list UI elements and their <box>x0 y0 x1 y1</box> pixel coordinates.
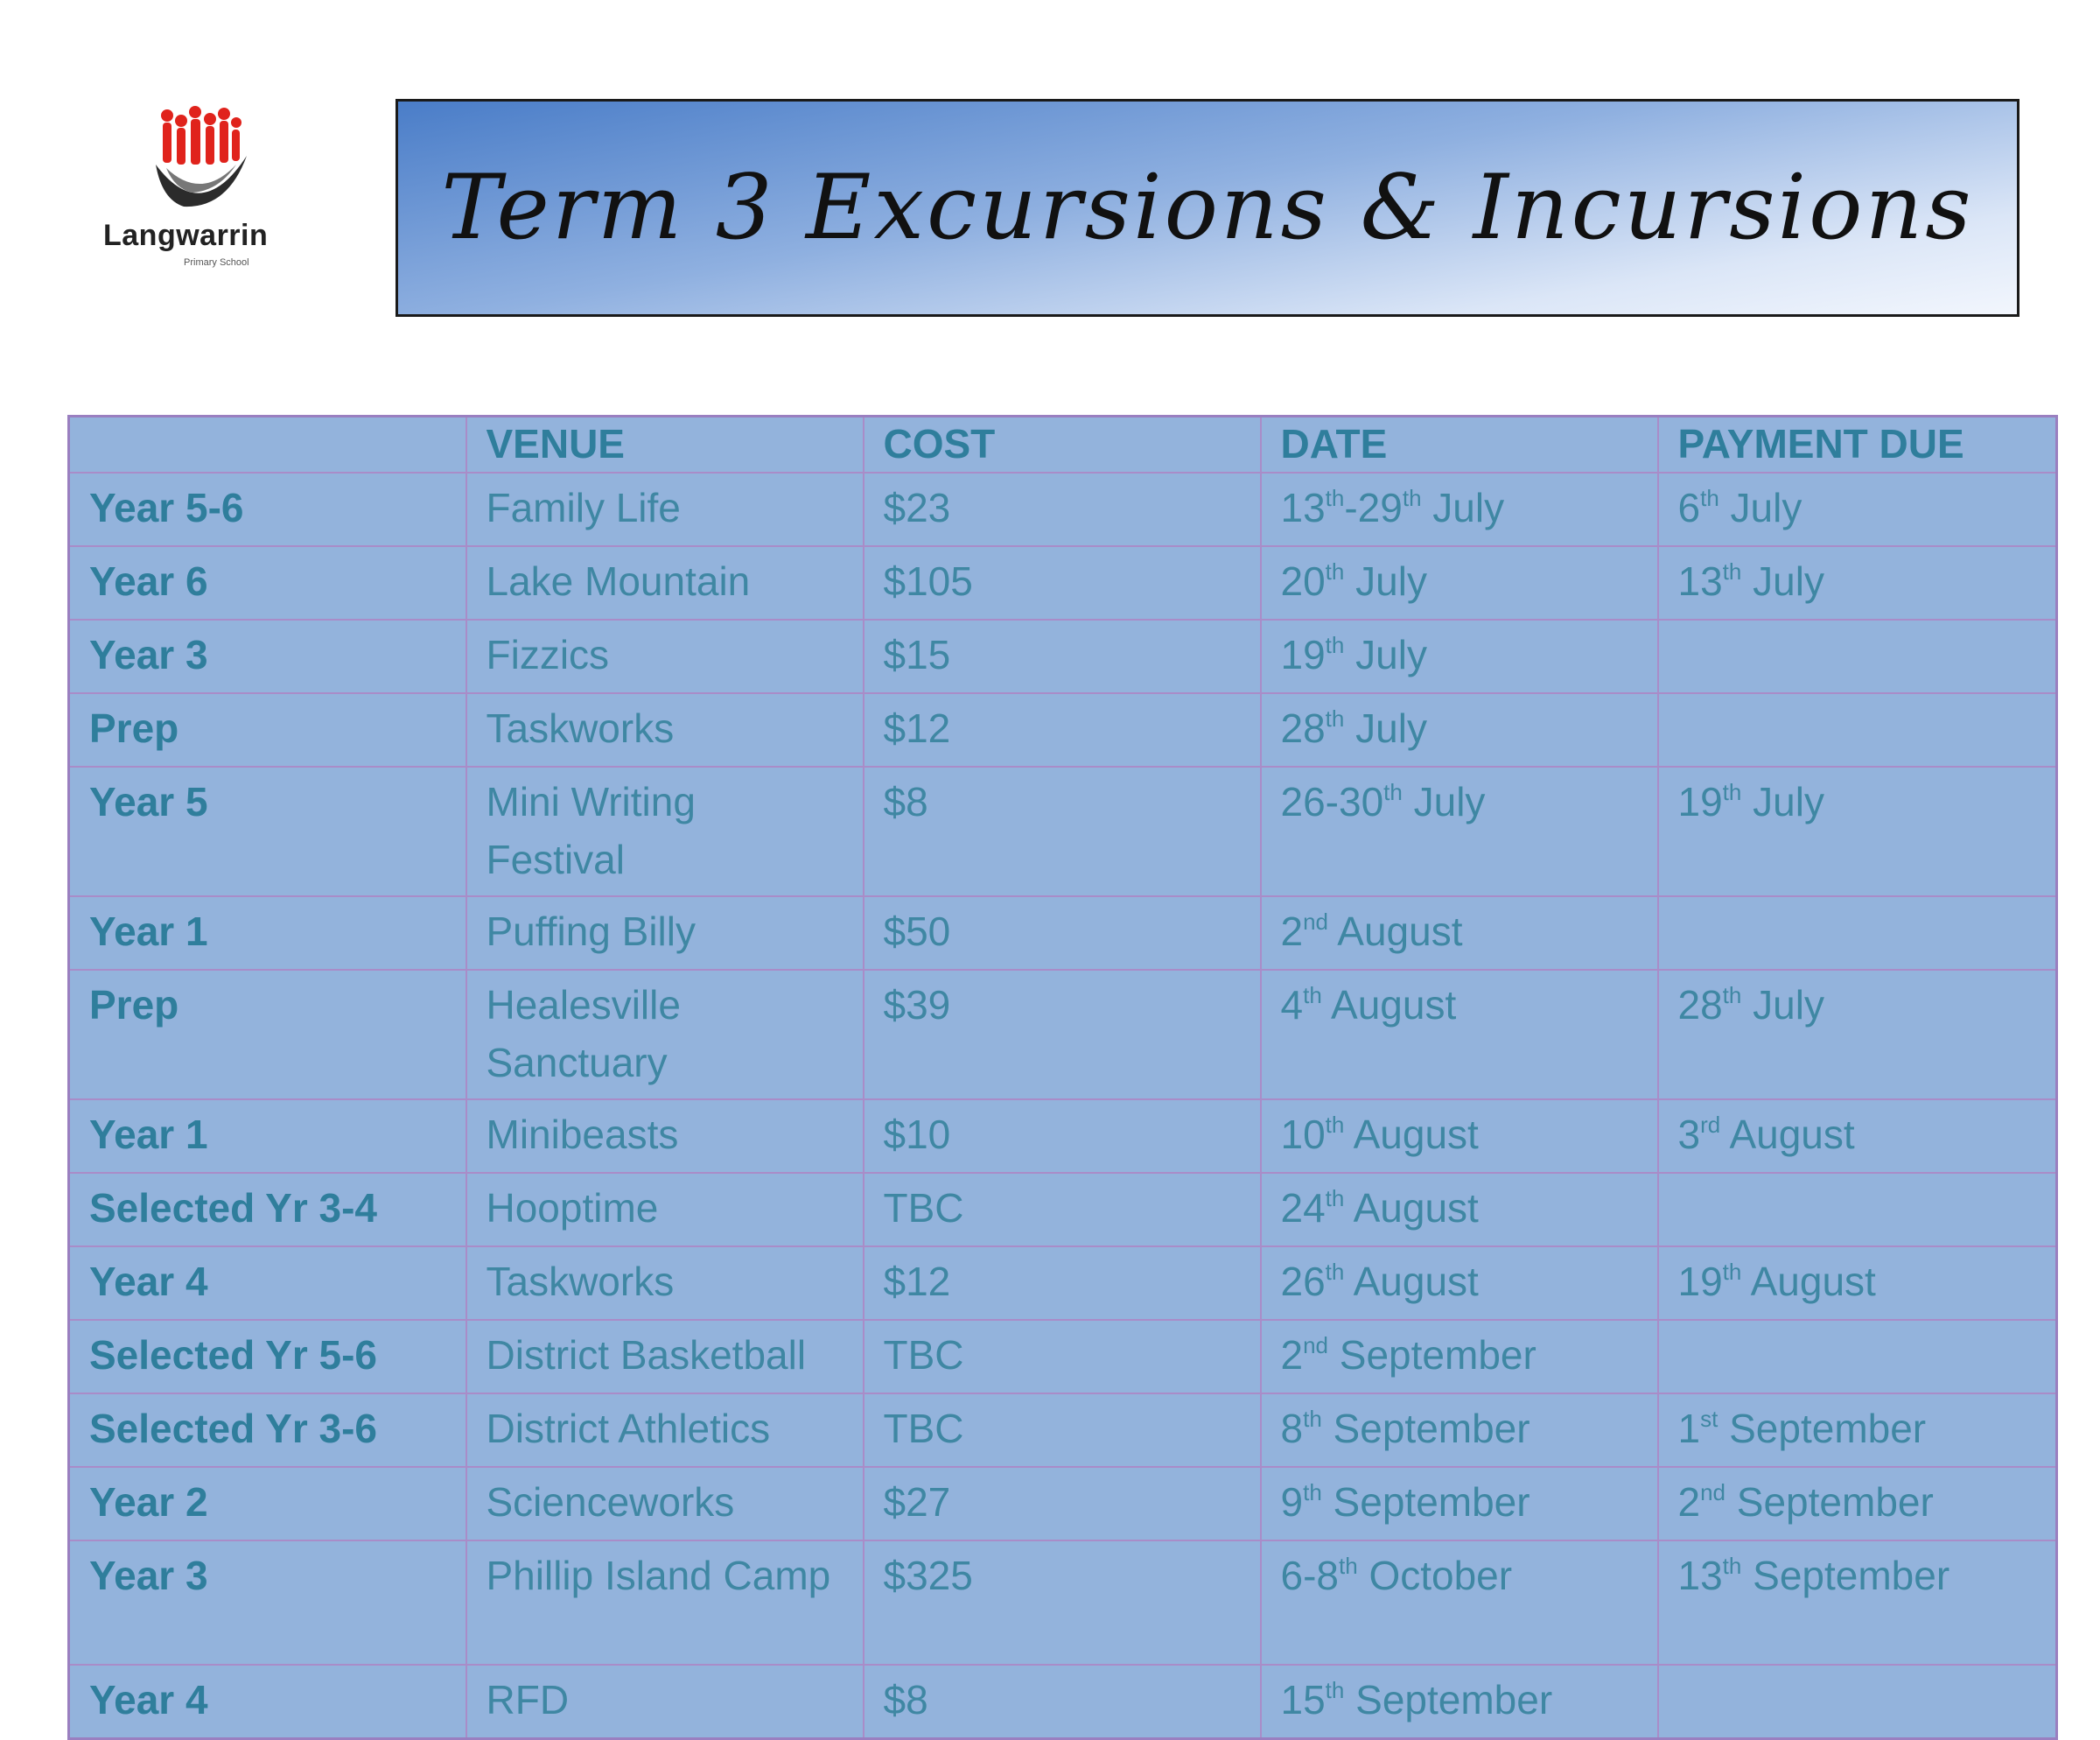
cell-date <box>1261 473 1658 546</box>
cell-date-post: September <box>1321 1479 1530 1525</box>
cell-date <box>1261 1173 1658 1246</box>
header-date: DATE <box>1261 417 1658 474</box>
cell-payment-due-post: July <box>1718 485 1802 530</box>
cell-group: Prep <box>69 970 466 1099</box>
table-header-row <box>69 417 2057 474</box>
table-row <box>69 1540 2057 1665</box>
cell-date-post: July <box>1344 558 1427 604</box>
cell-payment-due-post: September <box>1726 1479 1934 1525</box>
cell-date <box>1261 546 1658 620</box>
cell-cost: $39 <box>864 970 1261 1099</box>
cell-venue: Fizzics <box>466 620 864 693</box>
cell-date <box>1261 896 1658 970</box>
cell-date-pre: 15 <box>1280 1677 1326 1722</box>
cell-venue: District Athletics <box>466 1393 864 1467</box>
cell-date-sup2: th <box>1402 485 1422 511</box>
cell-group: Selected Yr 3-6 <box>69 1393 466 1467</box>
cell-payment-due-pre: 19 <box>1677 1259 1723 1304</box>
cell-venue: RFD <box>466 1665 864 1739</box>
cell-cost: TBC <box>864 1393 1261 1467</box>
events-table <box>67 415 2058 1740</box>
cell-cost: $23 <box>864 473 1261 546</box>
header-payment-due: PAYMENT DUE <box>1658 417 2057 474</box>
cell-date-pre: 10 <box>1280 1112 1326 1157</box>
cell-venue: Puffing Billy <box>466 896 864 970</box>
cell-venue: Taskworks <box>466 1246 864 1320</box>
cell-date <box>1261 767 1658 896</box>
cell-payment-due-sup: rd <box>1700 1112 1721 1138</box>
cell-date <box>1261 1540 1658 1665</box>
table-row <box>69 1467 2057 1540</box>
table-row <box>69 693 2057 767</box>
cell-cost: $27 <box>864 1467 1261 1540</box>
cell-venue: Minibeasts <box>466 1099 864 1173</box>
cell-date-sup: th <box>1325 1112 1345 1138</box>
cell-date-post: July <box>1344 632 1427 677</box>
cell-date <box>1261 693 1658 767</box>
cell-payment-due-post: August <box>1741 1259 1876 1304</box>
cell-date-pre: 13 <box>1280 485 1326 530</box>
cell-payment-due <box>1658 693 2057 767</box>
cell-payment-due <box>1658 473 2057 546</box>
cell-payment-due <box>1658 620 2057 693</box>
cell-date-pre: 2 <box>1280 909 1304 954</box>
cell-payment-due-sup: th <box>1722 982 1742 1008</box>
cell-date-pre: 2 <box>1280 1332 1304 1378</box>
cell-venue: Healesville Sanctuary <box>466 970 864 1099</box>
cell-date-post: August <box>1344 1259 1479 1304</box>
cell-payment-due-sup: th <box>1722 558 1742 585</box>
cell-payment-due-post: August <box>1720 1112 1855 1157</box>
logo-school-name: Langwarrin <box>103 219 269 252</box>
cell-date-post: September <box>1344 1677 1553 1722</box>
table-row <box>69 1099 2057 1173</box>
cell-payment-due-pre: 6 <box>1677 485 1701 530</box>
cell-payment-due <box>1658 1393 2057 1467</box>
cell-payment-due-sup: th <box>1722 1553 1742 1579</box>
cell-date-post: October <box>1357 1553 1513 1598</box>
cell-date-post: August <box>1344 1112 1479 1157</box>
cell-date-sup: th <box>1325 1185 1345 1211</box>
table-row <box>69 546 2057 620</box>
cell-date-sup: th <box>1325 485 1345 511</box>
page-title: Term 3 Excursions & Incursions <box>441 156 1974 260</box>
cell-date-sup: nd <box>1303 909 1329 935</box>
cell-group: Year 4 <box>69 1246 466 1320</box>
cell-date-pre: 20 <box>1280 558 1326 604</box>
cell-venue: Phillip Island Camp <box>466 1540 864 1665</box>
cell-cost: TBC <box>864 1320 1261 1393</box>
cell-date-sup: th <box>1325 558 1345 585</box>
cell-payment-due <box>1658 546 2057 620</box>
cell-cost: $105 <box>864 546 1261 620</box>
table-row <box>69 767 2057 896</box>
cell-payment-due-pre: 3 <box>1677 1112 1701 1157</box>
cell-payment-due <box>1658 1320 2057 1393</box>
table-row <box>69 620 2057 693</box>
cell-date <box>1261 620 1658 693</box>
cell-date-pre: 26-30 <box>1280 779 1384 824</box>
cell-date-pre: 4 <box>1280 982 1304 1028</box>
table-row <box>69 1393 2057 1467</box>
cell-payment-due <box>1658 896 2057 970</box>
cell-group: Year 5-6 <box>69 473 466 546</box>
cell-payment-due <box>1658 1246 2057 1320</box>
cell-date-sup: th <box>1325 705 1345 732</box>
table-row <box>69 1320 2057 1393</box>
cell-date <box>1261 1393 1658 1467</box>
cell-payment-due-pre: 13 <box>1677 558 1723 604</box>
cell-date-pre: 24 <box>1280 1185 1326 1231</box>
cell-date-sup: th <box>1303 1406 1322 1432</box>
cell-payment-due-pre: 13 <box>1677 1553 1723 1598</box>
table-row <box>69 473 2057 546</box>
cell-date-sup: th <box>1383 779 1403 805</box>
cell-date-sup: th <box>1325 1677 1345 1703</box>
cell-payment-due-sup: th <box>1722 779 1742 805</box>
cell-date-sup: nd <box>1303 1332 1329 1358</box>
cell-payment-due <box>1658 1173 2057 1246</box>
school-logo <box>88 103 315 296</box>
cell-date-sup: th <box>1338 1553 1358 1579</box>
header-venue: VENUE <box>466 417 864 474</box>
cell-date-sup: th <box>1303 982 1322 1008</box>
cell-venue: Family Life <box>466 473 864 546</box>
cell-payment-due-sup: nd <box>1700 1479 1726 1505</box>
table-row <box>69 970 2057 1099</box>
cell-cost: $8 <box>864 1665 1261 1739</box>
cell-payment-due-post: July <box>1741 779 1824 824</box>
header-group <box>69 417 466 474</box>
cell-payment-due-pre: 2 <box>1677 1479 1701 1525</box>
cell-date-pre: 9 <box>1280 1479 1304 1525</box>
cell-cost: $10 <box>864 1099 1261 1173</box>
cell-date-post: August <box>1328 909 1463 954</box>
cell-cost: $12 <box>864 1246 1261 1320</box>
cell-group: Year 3 <box>69 620 466 693</box>
logo-school-subtitle: Primary School <box>184 257 249 268</box>
cell-date-sup: th <box>1325 632 1345 658</box>
title-banner <box>396 99 2020 317</box>
cell-date <box>1261 1246 1658 1320</box>
cell-date-post: August <box>1344 1185 1479 1231</box>
cell-payment-due-pre: 1 <box>1677 1406 1701 1451</box>
cell-date-post: August <box>1321 982 1457 1028</box>
cell-payment-due-post: July <box>1741 558 1824 604</box>
cell-date-post: July <box>1344 705 1427 751</box>
cell-venue: Scienceworks <box>466 1467 864 1540</box>
cell-date <box>1261 1099 1658 1173</box>
cell-cost: $8 <box>864 767 1261 896</box>
school-logo-icon <box>149 103 254 217</box>
cell-date-pre: 28 <box>1280 705 1326 751</box>
cell-cost: $12 <box>864 693 1261 767</box>
cell-cost: TBC <box>864 1173 1261 1246</box>
cell-payment-due-sup: th <box>1700 485 1719 511</box>
cell-venue: Hooptime <box>466 1173 864 1246</box>
cell-venue: District Basketball <box>466 1320 864 1393</box>
cell-payment-due <box>1658 1099 2057 1173</box>
cell-date-sup: th <box>1325 1259 1345 1285</box>
cell-payment-due-post: July <box>1741 982 1824 1028</box>
cell-payment-due-pre: 28 <box>1677 982 1723 1028</box>
cell-date-post: July <box>1402 779 1486 824</box>
table-row <box>69 1173 2057 1246</box>
cell-date-pre: 26 <box>1280 1259 1326 1304</box>
cell-date-post: July <box>1421 485 1505 530</box>
cell-payment-due <box>1658 1467 2057 1540</box>
cell-date-pre: 19 <box>1280 632 1326 677</box>
cell-venue: Lake Mountain <box>466 546 864 620</box>
cell-payment-due <box>1658 767 2057 896</box>
header-cost: COST <box>864 417 1261 474</box>
cell-payment-due-sup: st <box>1700 1406 1718 1432</box>
cell-group: Year 1 <box>69 1099 466 1173</box>
cell-payment-due-pre: 19 <box>1677 779 1723 824</box>
cell-payment-due <box>1658 1540 2057 1665</box>
cell-venue: Taskworks <box>466 693 864 767</box>
table-row <box>69 896 2057 970</box>
cell-date <box>1261 1320 1658 1393</box>
cell-date <box>1261 970 1658 1099</box>
table-body <box>69 473 2057 1739</box>
cell-date-post: September <box>1328 1332 1536 1378</box>
cell-group: Prep <box>69 693 466 767</box>
cell-venue: Mini Writing Festival <box>466 767 864 896</box>
table-row <box>69 1246 2057 1320</box>
cell-group: Selected Yr 3-4 <box>69 1173 466 1246</box>
cell-cost: $15 <box>864 620 1261 693</box>
cell-date-pre: 8 <box>1280 1406 1304 1451</box>
cell-date-mid: -29 <box>1344 485 1403 530</box>
cell-date-post: September <box>1321 1406 1530 1451</box>
cell-date <box>1261 1467 1658 1540</box>
cell-date-pre: 6-8 <box>1280 1553 1339 1598</box>
cell-date-sup: th <box>1303 1479 1322 1505</box>
cell-group: Year 5 <box>69 767 466 896</box>
cell-cost: $325 <box>864 1540 1261 1665</box>
cell-group: Year 1 <box>69 896 466 970</box>
cell-group: Year 3 <box>69 1540 466 1665</box>
cell-cost: $50 <box>864 896 1261 970</box>
cell-payment-due-sup: th <box>1722 1259 1742 1285</box>
cell-group: Year 2 <box>69 1467 466 1540</box>
cell-group: Year 4 <box>69 1665 466 1739</box>
cell-payment-due <box>1658 970 2057 1099</box>
cell-payment-due-post: September <box>1718 1406 1927 1451</box>
cell-payment-due-post: September <box>1741 1553 1950 1598</box>
cell-group: Selected Yr 5-6 <box>69 1320 466 1393</box>
cell-group: Year 6 <box>69 546 466 620</box>
